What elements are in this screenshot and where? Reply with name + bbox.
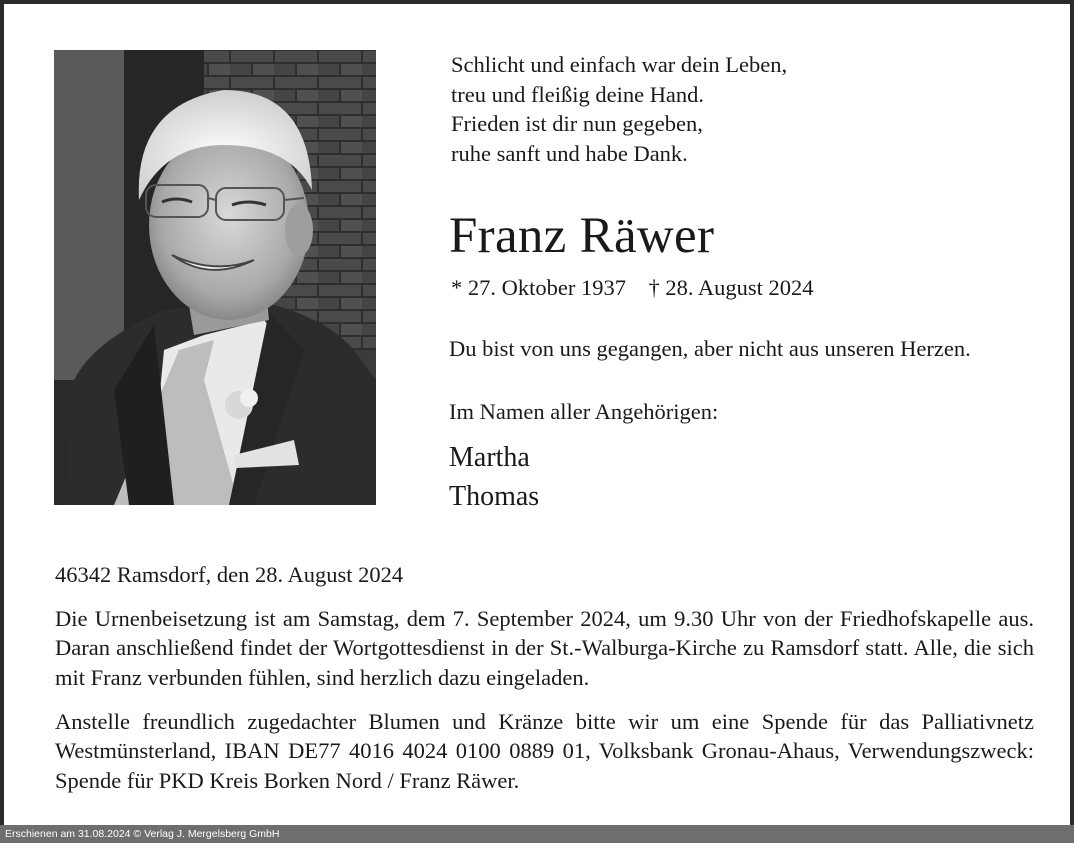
burial-info-paragraph: Die Urnenbeisetzung ist am Samstag, dem 7. September 2024, um 9.30 Uhr von der Friedhofskapelle aus. Daran anschließend findet der Wortgottesdienst in der St.-Walburga-Kirche zu Ramsdorf statt. Alle, die sich mit Franz verbunden fühlen, sind herzlich dazu eingeladen. (55, 606, 1034, 690)
portrait-photo (54, 50, 376, 505)
place-date: 46342 Ramsdorf, den 28. August 2024 (55, 562, 404, 587)
on-behalf-line: Im Namen aller Angehörigen: (449, 399, 719, 424)
mourner-name: Thomas (449, 481, 540, 512)
publication-footer: Erschienen am 31.08.2024 © Verlag J. Mergelsberg GmbH (0, 825, 1074, 843)
poem (451, 50, 787, 168)
poem-line: ruhe sanft und habe Dank. (451, 140, 688, 166)
life-dates: * 27. Oktober 1937 † 28. August 2024 (451, 275, 814, 300)
poem-line: Frieden ist dir nun gegeben, (451, 111, 703, 136)
mourner-name: Martha (449, 442, 530, 473)
mourners-list (449, 438, 539, 516)
poem-line: treu und fleißig deine Hand. (451, 81, 705, 107)
donation-info-paragraph: Anstelle freundlich zugedachter Blumen und Kränze bitte wir um eine Spende für das Palliativnetz Westmünsterland, IBAN DE77 4016 4024 0100 0889 01, Volksbank Gronau-Ahaus, Verwendungszweck: Spende für PKD Kreis Borken Nord / Franz Räwer. (55, 709, 1034, 793)
deceased-name: Franz Räwer (449, 208, 715, 264)
poem-line: Schlicht und einfach war dein Leben, (451, 52, 788, 77)
farewell-quote: Du bist von uns gegangen, aber nicht aus unseren Herzen. (449, 336, 971, 361)
